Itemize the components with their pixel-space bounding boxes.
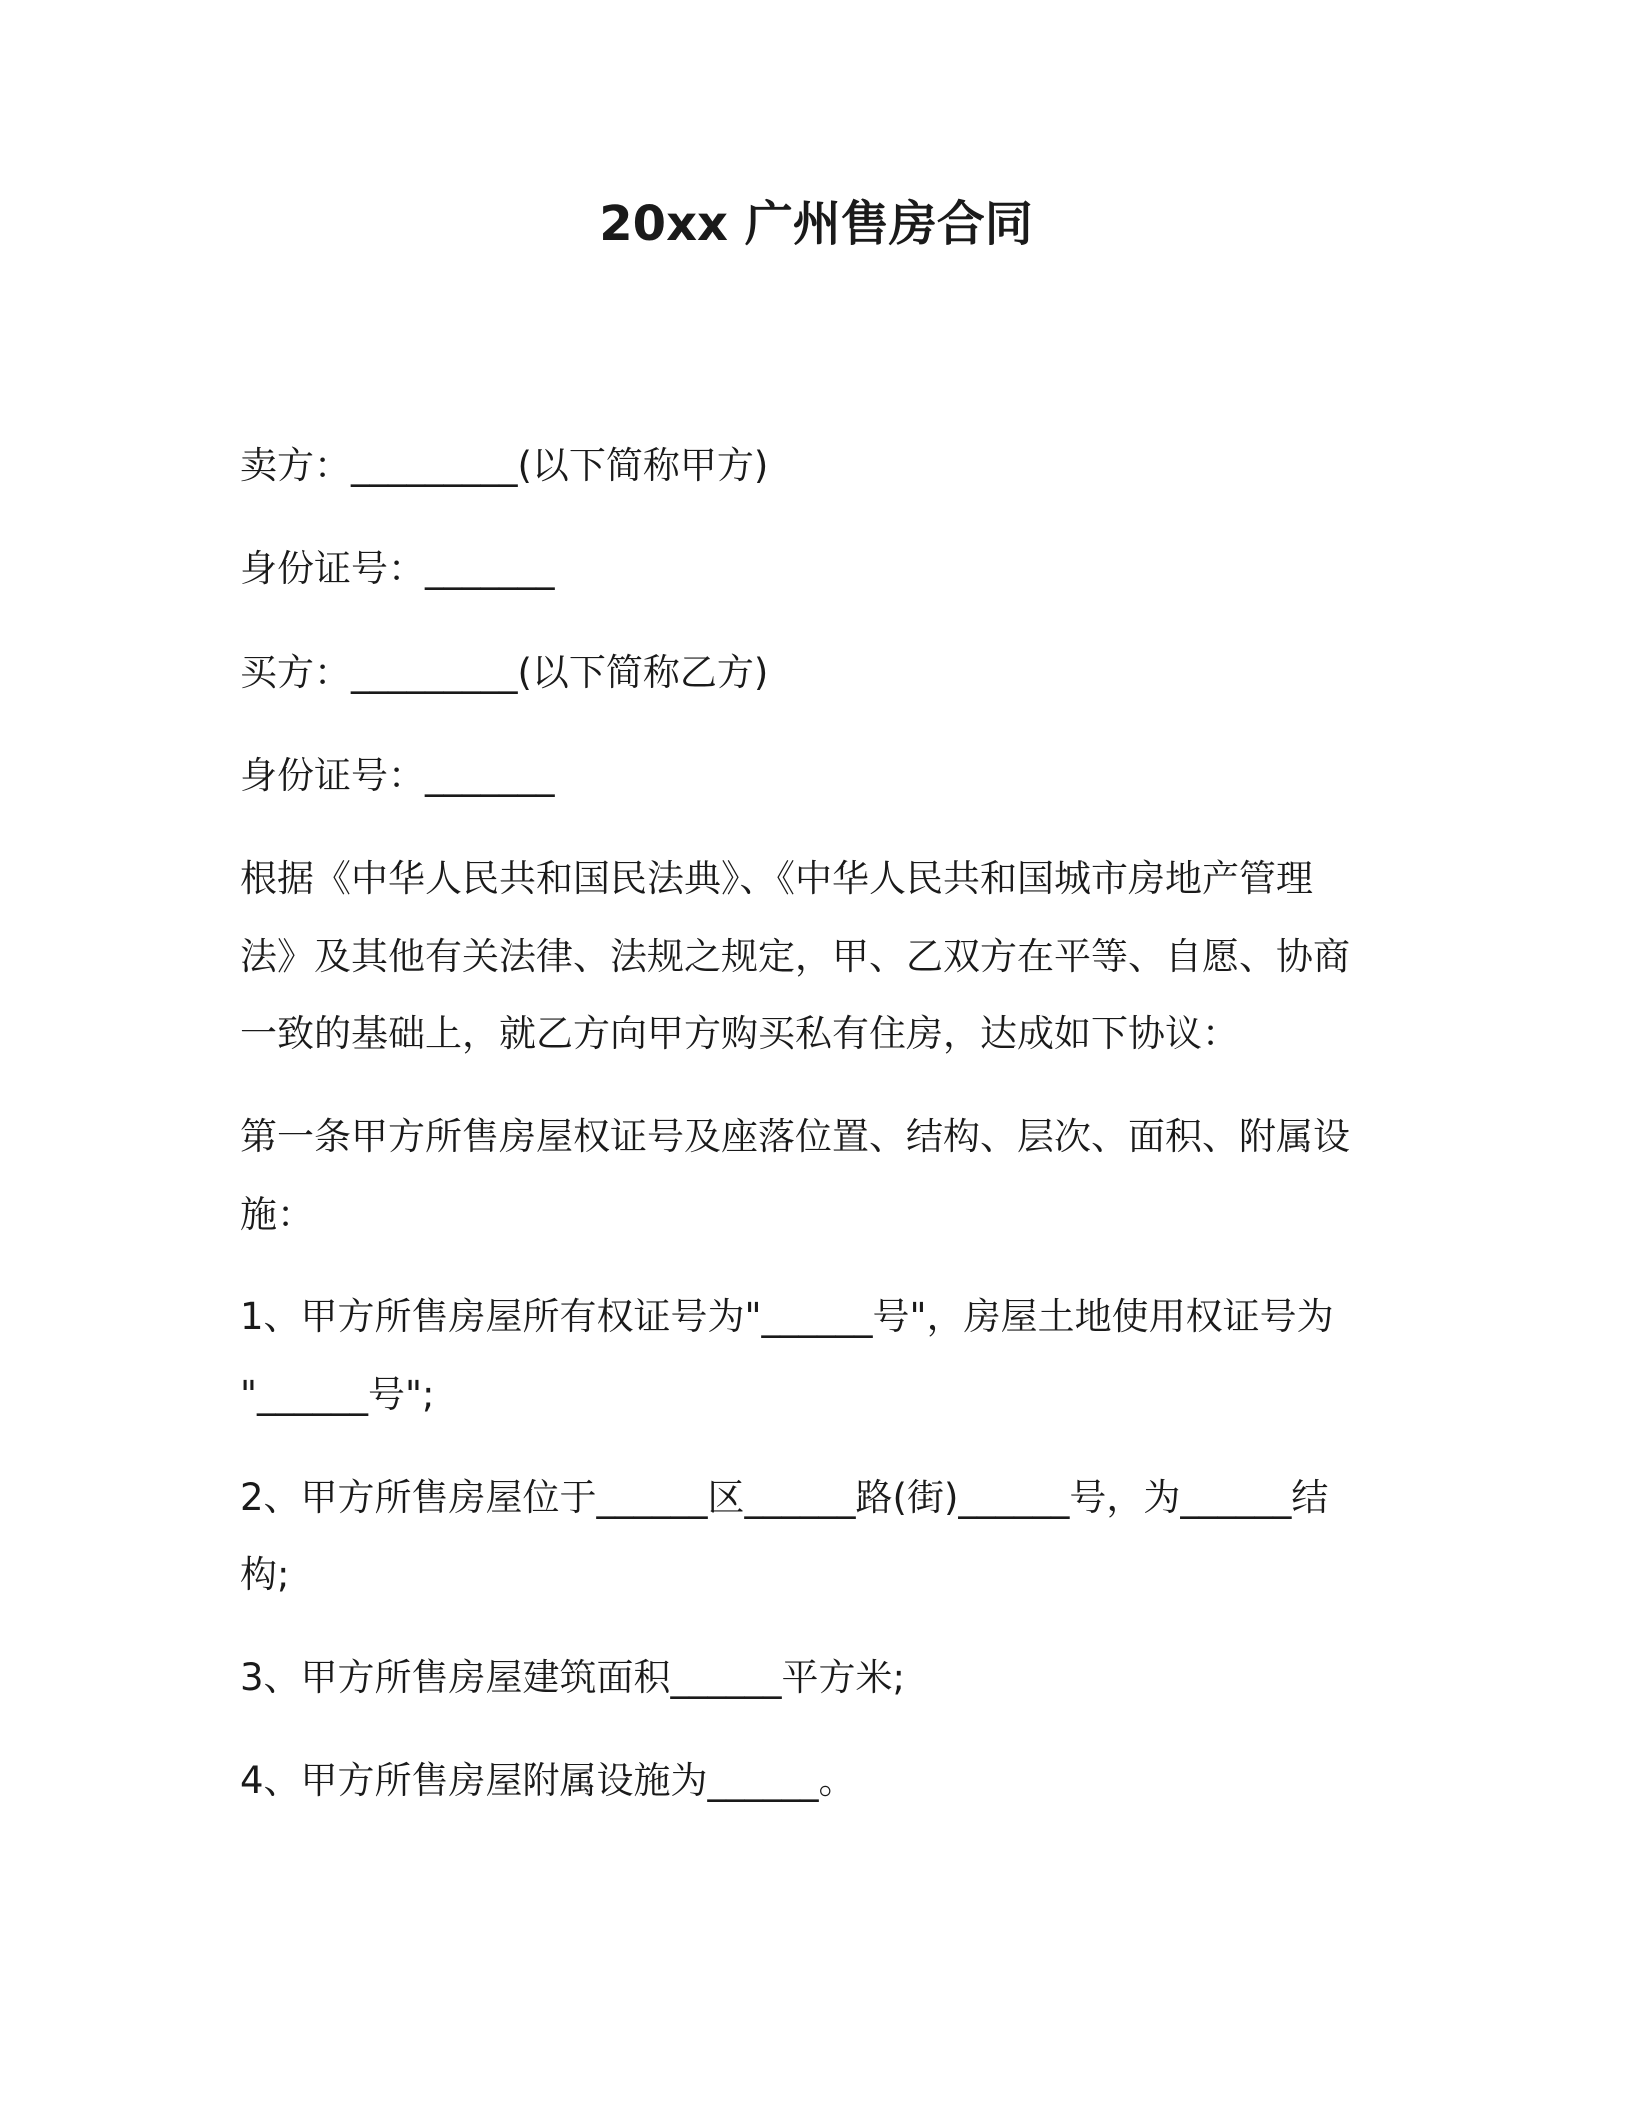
item-2-line-2: 构; bbox=[240, 1553, 290, 1596]
buyer-id-line: 身份证号：_______ bbox=[240, 754, 555, 797]
preamble-line-3: 一致的基础上，就乙方向甲方购买私有住房，达成如下协议： bbox=[240, 1012, 1239, 1055]
item-4-line: 4、甲方所售房屋附属设施为______。 bbox=[240, 1759, 856, 1802]
item-1-line-1: 1、甲方所售房屋所有权证号为"______号"，房屋土地使用权证号为 bbox=[240, 1295, 1334, 1338]
seller-line: 卖方：_________(以下简称甲方) bbox=[240, 444, 769, 487]
preamble-line-1: 根据《中华人民共和国民法典》、《中华人民共和国城市房地产管理 bbox=[240, 857, 1313, 900]
item-2-line-1: 2、甲方所售房屋位于______区______路(街)______号，为______结 bbox=[240, 1476, 1329, 1519]
document-title: 20xx 广州售房合同 bbox=[599, 196, 1033, 252]
buyer-line: 买方：_________(以下简称乙方) bbox=[240, 651, 769, 694]
item-3-line: 3、甲方所售房屋建筑面积______平方米; bbox=[240, 1656, 906, 1699]
seller-id-line: 身份证号：_______ bbox=[240, 547, 555, 590]
article-one-line-1: 第一条甲方所售房屋权证号及座落位置、结构、层次、面积、附属设 bbox=[240, 1115, 1350, 1158]
item-1-line-2: "______号"; bbox=[240, 1373, 435, 1416]
preamble-line-2: 法》及其他有关法律、法规之规定，甲、乙双方在平等、自愿、协商 bbox=[240, 935, 1350, 978]
article-one-line-2: 施： bbox=[240, 1193, 314, 1236]
